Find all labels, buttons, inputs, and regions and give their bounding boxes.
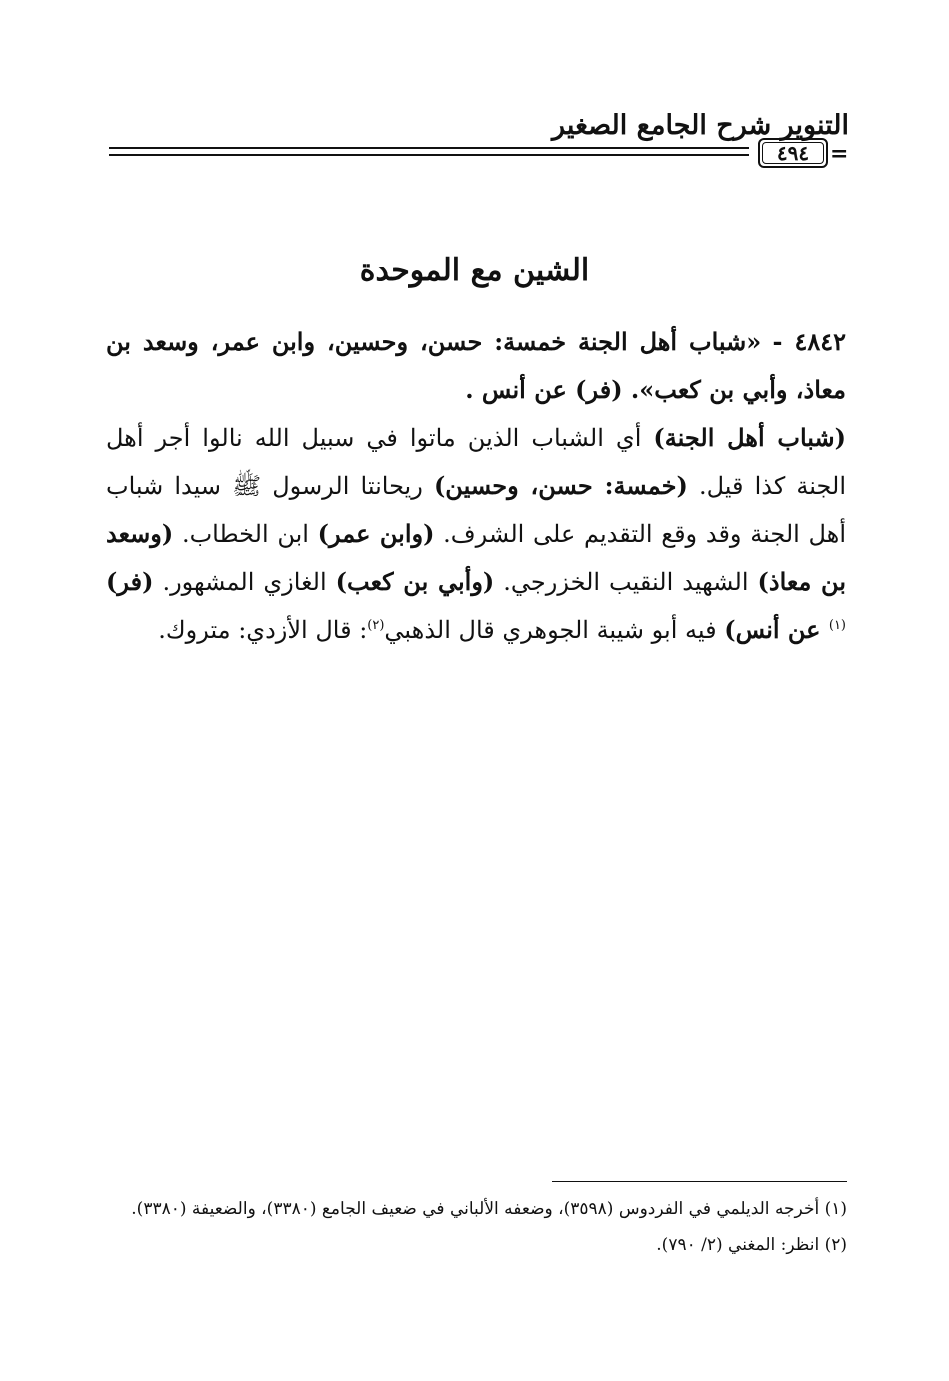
commentary-paragraph xyxy=(106,414,846,654)
footnote-1: (١) أخرجه الديلمي في الفردوس (٣٥٩٨)، وضعفه الألباني في ضعيف الجامع (٣٣٨٠)، والضعيفة (٣٣٨٠). xyxy=(131,1199,847,1219)
commentary-lemma: (وأبي بن كعب) xyxy=(335,567,495,596)
footnote-ref-1[interactable]: (١) xyxy=(828,618,846,633)
edge-mark: = xyxy=(830,141,849,167)
header-rule-bottom xyxy=(109,154,749,156)
main-text xyxy=(106,318,846,654)
commentary-text: الشهيد النقيب الخزرجي. xyxy=(494,568,758,596)
commentary-text: ابن الخطاب. xyxy=(173,520,318,548)
footnote-separator xyxy=(552,1181,847,1182)
header-rule-top xyxy=(109,147,749,149)
commentary-lemma: عن أنس) xyxy=(724,615,829,644)
commentary-lemma: (شباب أهل الجنة) xyxy=(653,423,846,452)
commentary-text: أي الشباب الذين ماتوا في سبيل الله نالوا أجر أهل الجنة كذا قيل. xyxy=(106,424,846,500)
commentary-text: فيه أبو شيبة الجوهري قال الذهبي xyxy=(384,616,725,644)
hadith-number: ٤٨٤٢ - xyxy=(772,327,846,356)
commentary-lemma: (وسعد بن معاذ) xyxy=(106,519,846,596)
running-header-title: التنوير شرح الجامع الصغير xyxy=(552,110,849,141)
commentary-text: ريحانتا الرسول ﷺ سيدا شباب أهل الجنة وقد وقع التقديم على الشرف. xyxy=(106,472,846,548)
hadith-text: «شباب أهل الجنة خمسة: حسن، وحسين، وابن عمر، وسعد بن معاذ، وأبي بن كعب». (فر) عن أنس . xyxy=(106,327,846,404)
commentary-lemma: (فر) xyxy=(106,567,154,596)
commentary-text: : قال الأزدي: متروك. xyxy=(158,616,368,644)
section-heading: الشين مع الموحدة xyxy=(359,253,590,288)
commentary-lemma: (خمسة: حسن، وحسين) xyxy=(433,471,688,500)
footnotes xyxy=(107,1193,847,1265)
commentary-lemma: (وابن عمر) xyxy=(317,519,435,548)
page-number: ٤٩٤ xyxy=(758,138,828,168)
commentary-text: الغازي المشهور. xyxy=(153,568,336,596)
footnote-ref-2[interactable]: (٢) xyxy=(367,618,385,633)
footnote-2: (٢) انظر: المغني (٢/ ٧٩٠). xyxy=(656,1235,847,1255)
hadith-paragraph xyxy=(106,318,846,414)
